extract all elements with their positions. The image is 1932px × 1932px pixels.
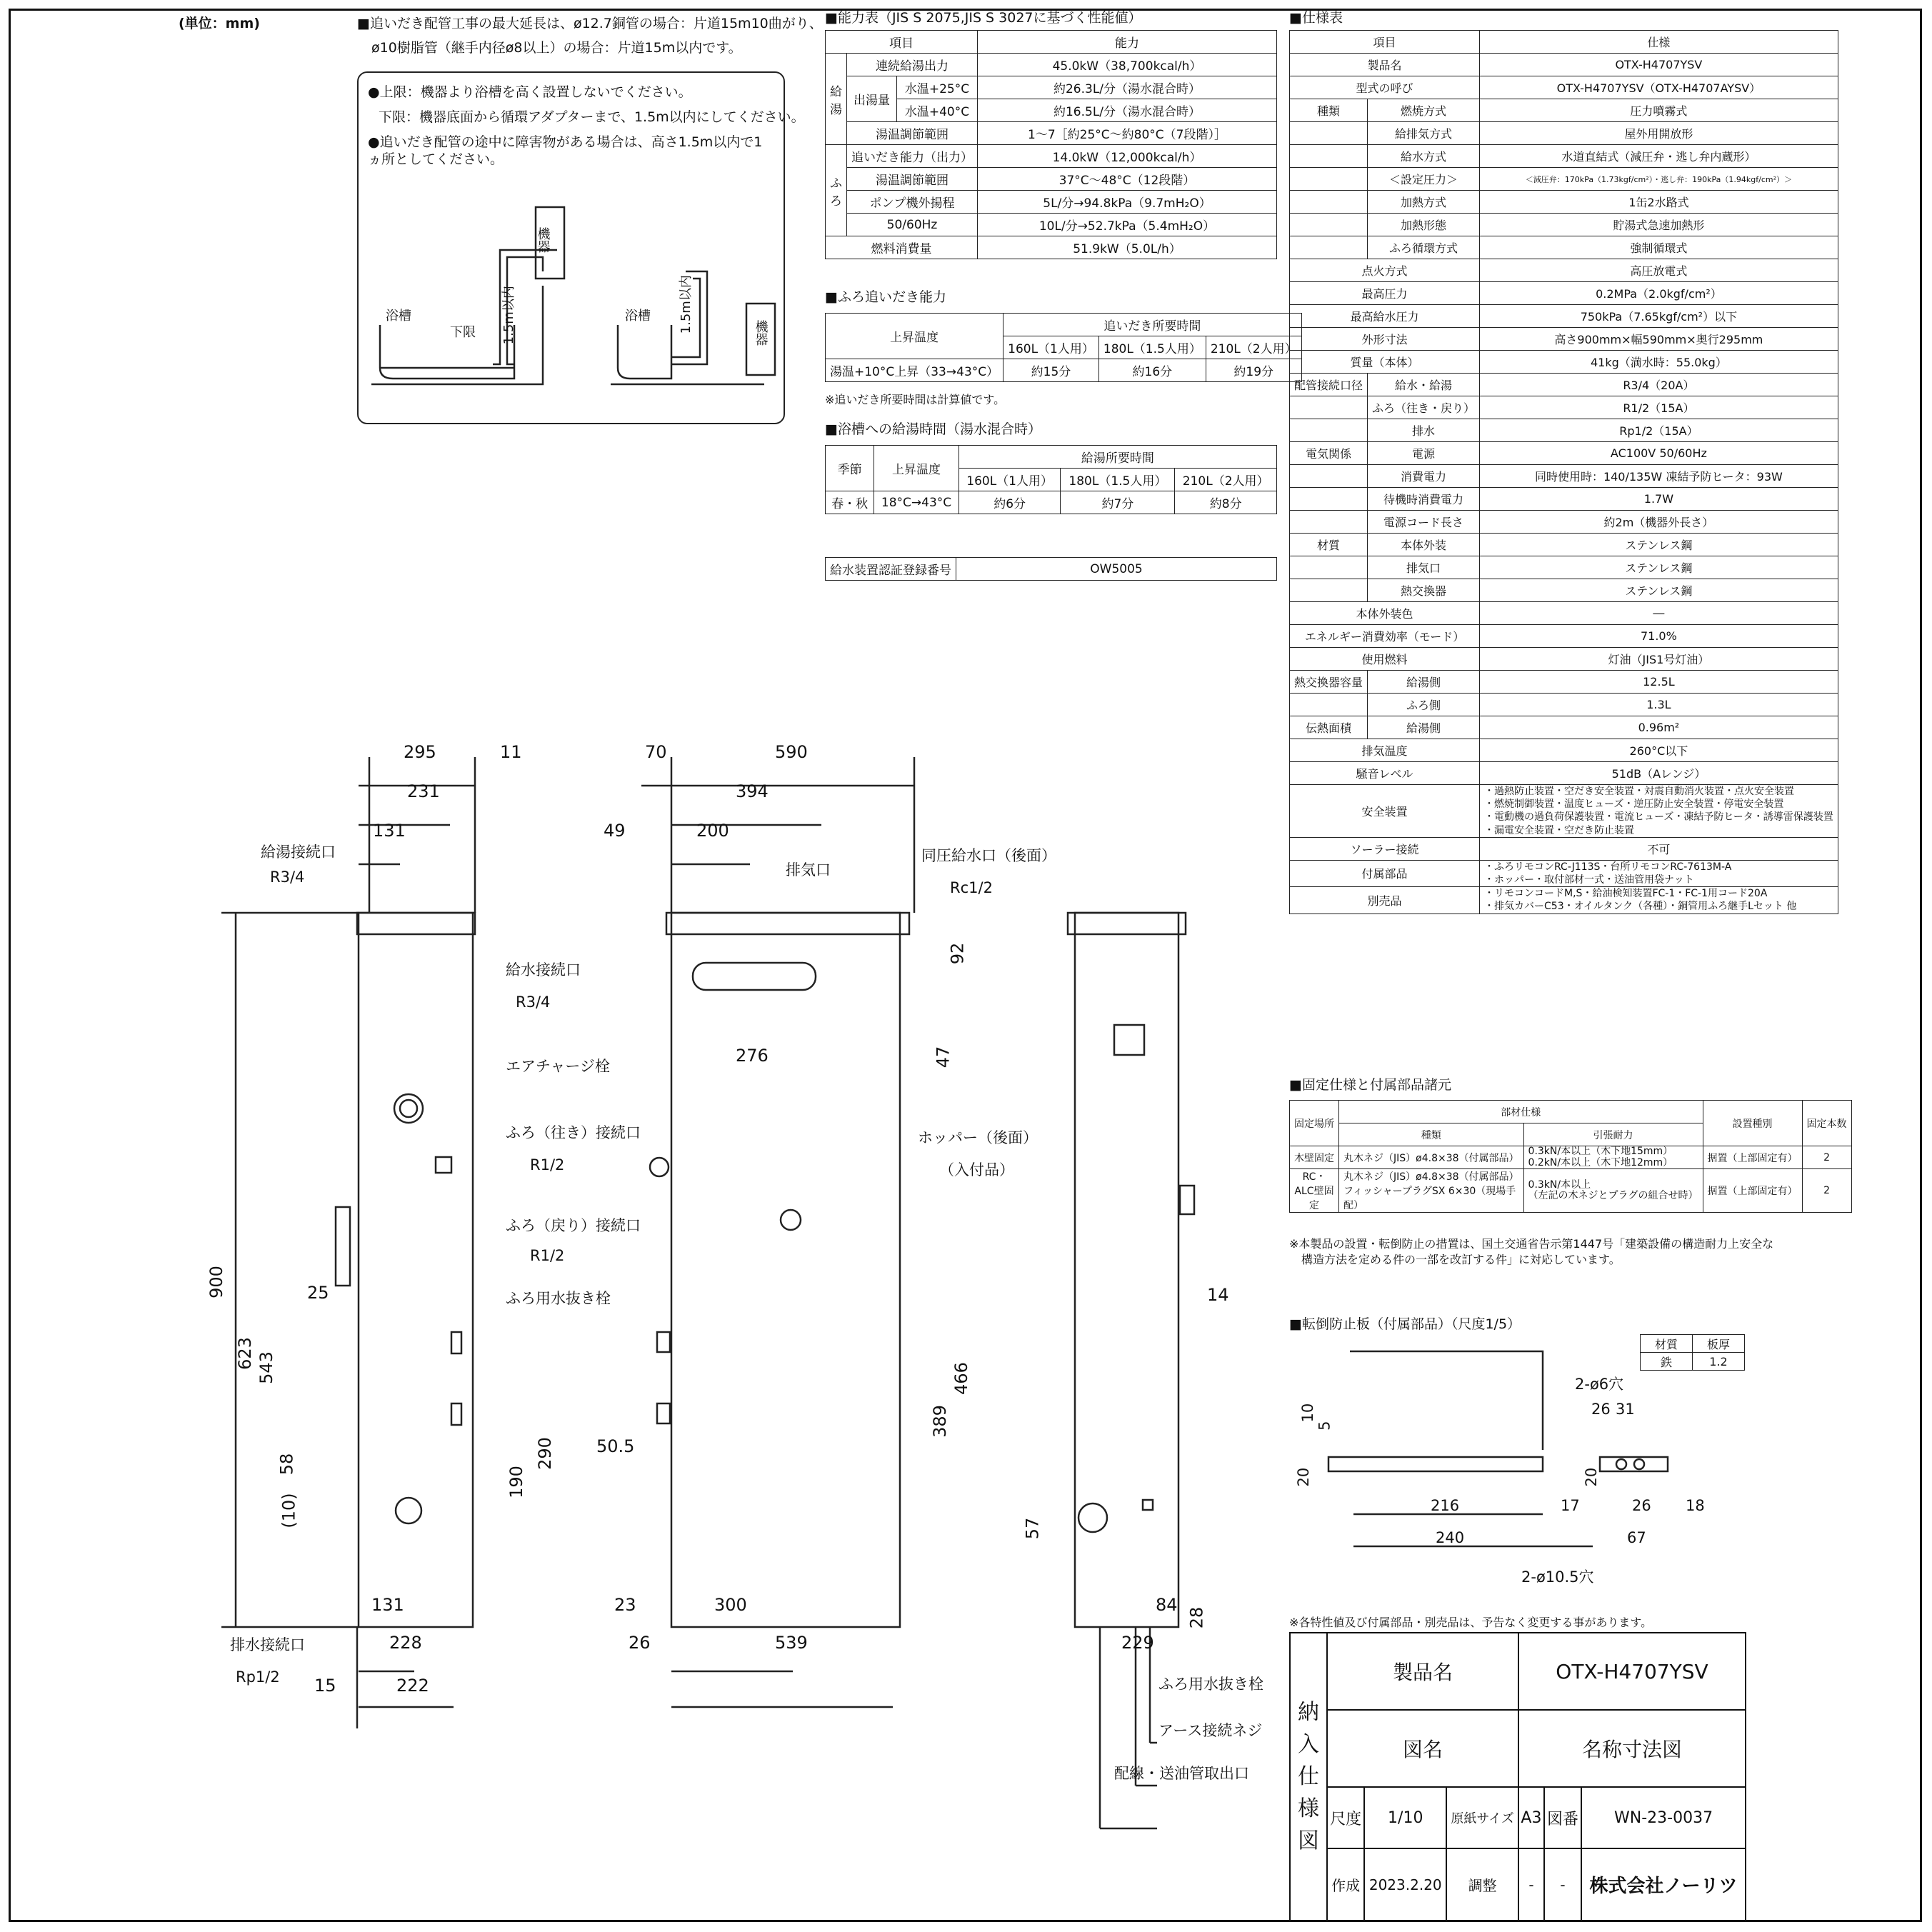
row-value: 14.0kW（12,000kcal/h） bbox=[978, 145, 1277, 168]
spec-group: 熱交換器容量 bbox=[1290, 671, 1368, 694]
cell: 据置（上部固定有） bbox=[1703, 1169, 1802, 1213]
spec-label: 本体外装色 bbox=[1290, 602, 1480, 625]
spec-value: ― bbox=[1480, 602, 1838, 625]
safety-label: 安全装置 bbox=[1290, 785, 1480, 838]
col-header: 160L（1人用） bbox=[959, 469, 1061, 491]
cert-label: 給水装置認証登録番号 bbox=[826, 558, 956, 581]
spec-value: 水道直結式（減圧弁・逃し弁内蔵形） bbox=[1480, 145, 1838, 168]
spec-group: 配管接続口径 bbox=[1290, 374, 1368, 396]
dim-228: 228 bbox=[389, 1633, 422, 1653]
cell: 約7分 bbox=[1061, 491, 1175, 514]
cell: 鉄 bbox=[1641, 1353, 1693, 1371]
col-header: 固定本数 bbox=[1802, 1101, 1851, 1146]
drain-outlet-label: 排水接続口 bbox=[230, 1636, 305, 1653]
paper-value: A3 bbox=[1518, 1787, 1544, 1848]
hot-outlet-size: R3/4 bbox=[270, 869, 305, 886]
spec-value: 1.7W bbox=[1480, 488, 1838, 511]
col-header: 項目 bbox=[1290, 31, 1480, 54]
spec-label: 最高圧力 bbox=[1290, 282, 1480, 305]
cell: 1.2 bbox=[1693, 1353, 1745, 1371]
dim-25: 25 bbox=[307, 1283, 329, 1303]
bottom-note: ※各特性値及び付属部品・別売品は、予告なく変更する事があります。 bbox=[1289, 1616, 1653, 1629]
cell: 丸木ネジ（JIS）ø4.8×38（付属部品）フィッシャープラグSX 6×30（現場手配） bbox=[1339, 1169, 1524, 1213]
dim-200: 200 bbox=[696, 821, 729, 841]
drawing-label: 図名 bbox=[1327, 1710, 1518, 1787]
dim-57: 57 bbox=[1022, 1517, 1043, 1540]
col-header: 種類 bbox=[1339, 1123, 1524, 1146]
dim-70: 70 bbox=[645, 742, 667, 762]
bath-out-size: R1/2 bbox=[530, 1156, 565, 1173]
spec-value: AC100V 50/60Hz bbox=[1480, 442, 1838, 465]
spec-value: 貯湯式急速加熱形 bbox=[1480, 214, 1838, 236]
dim-28: 28 bbox=[1186, 1606, 1207, 1629]
made-label: 作成 bbox=[1327, 1848, 1364, 1921]
spec-value: 強制循環式 bbox=[1480, 236, 1838, 259]
spec-value: 圧力噴霧式 bbox=[1480, 99, 1838, 122]
plate-hole-6: 2-ø6穴 bbox=[1575, 1376, 1624, 1393]
col-header: 180L（1.5人用） bbox=[1061, 469, 1175, 491]
no-label: 図番 bbox=[1544, 1787, 1581, 1848]
dim-623: 623 bbox=[234, 1337, 255, 1370]
side-label bbox=[1290, 1633, 1327, 1921]
spec-sublabel: 熱交換器 bbox=[1368, 579, 1480, 602]
cell: 0.2kN/本以上（木下地12mm） bbox=[1528, 1156, 1673, 1168]
adj-value-2: - bbox=[1544, 1848, 1581, 1921]
plate-dim-5: 5 bbox=[1316, 1421, 1333, 1431]
same-pressure-inlet-size: Rc1/2 bbox=[950, 879, 993, 896]
hot-outlet-label: 給湯接続口 bbox=[261, 844, 336, 861]
row-label: 追いだき能力（出力） bbox=[847, 145, 978, 168]
col-header: 180L（1.5人用） bbox=[1098, 336, 1206, 359]
spec-group: 種類 bbox=[1290, 99, 1368, 122]
spec-value: 41kg（満水時：55.0kg） bbox=[1480, 351, 1838, 374]
dim-15: 15 bbox=[314, 1676, 336, 1696]
row-label: ポンプ機外揚程 bbox=[847, 191, 978, 214]
spec-value: R3/4（20A） bbox=[1480, 374, 1838, 396]
cell: RC・ALC壁固定 bbox=[1290, 1169, 1339, 1213]
pipe-note-2: ø10樹脂管（継手内径ø8以上）の場合：片道15m以内です。 bbox=[371, 40, 742, 56]
same-pressure-inlet-label: 同圧給水口（後面） bbox=[921, 847, 1056, 864]
spec-sublabel: 給湯側 bbox=[1368, 716, 1480, 739]
row-label: 湯温+10°C上昇（33→43°C） bbox=[826, 359, 1003, 382]
spec-sublabel: 給排気方式 bbox=[1368, 122, 1480, 145]
spec-value: OTX-H4707YSV bbox=[1480, 54, 1838, 76]
col-header: 設置種別 bbox=[1703, 1101, 1802, 1146]
spec-label: エネルギー消費効率（モード） bbox=[1290, 625, 1480, 648]
spec-sublabel: ふろ循環方式 bbox=[1368, 236, 1480, 259]
col-header: 上昇温度 bbox=[826, 314, 1003, 359]
spec-label: 点火方式 bbox=[1290, 259, 1480, 282]
dim-300: 300 bbox=[714, 1595, 747, 1615]
cell: （左記の木ネジとプラグの組合せ時） bbox=[1528, 1190, 1698, 1201]
install-sketch bbox=[371, 207, 775, 384]
spec-label: 製品名 bbox=[1290, 54, 1480, 76]
pipe-note-1: ■追いだき配管工事の最大延長は、ø12.7銅管の場合：片道15m10曲がり、 bbox=[357, 16, 823, 31]
dim-84: 84 bbox=[1156, 1595, 1178, 1615]
plate-dim-67: 67 bbox=[1627, 1529, 1646, 1546]
paper-label: 原紙サイズ bbox=[1446, 1787, 1518, 1848]
unit-label: (単位：mm) bbox=[179, 16, 260, 31]
accessory-item: ・ホッパー・取付部材一式・送油管用袋ナット bbox=[1484, 874, 1694, 886]
dim-900: 900 bbox=[206, 1266, 226, 1298]
cell: 木壁固定 bbox=[1290, 1146, 1339, 1169]
spec-group: 電気関係 bbox=[1290, 442, 1368, 465]
adj-value: - bbox=[1518, 1848, 1544, 1921]
box-line-2: 下限：機器底面から循環アダプターまで、1.5m以内にしてください。 bbox=[379, 109, 805, 125]
sketch-unit-1: 機器 bbox=[535, 227, 551, 253]
spec-value: ステンレス鋼 bbox=[1480, 579, 1838, 602]
safety-item: ・電動機の過負荷保護装置・電流ヒューズ・凍結予防ヒータ・誘導雷保護装置 bbox=[1484, 811, 1833, 824]
row-label: 燃料消費量 bbox=[826, 236, 978, 259]
spec-value: 高さ900mm×幅590mm×奥行295mm bbox=[1480, 328, 1838, 351]
row-label: 連続給湯出力 bbox=[847, 54, 978, 76]
spec-sublabel: 給湯側 bbox=[1368, 671, 1480, 694]
cell: 約6分 bbox=[959, 491, 1061, 514]
row-label: 50/60Hz bbox=[847, 214, 978, 236]
row-label: 湯温調節範囲 bbox=[847, 168, 978, 191]
spec-value: 同時使用時：140/135W 凍結予防ヒータ：93W bbox=[1480, 465, 1838, 488]
no-value: WN-23-0037 bbox=[1581, 1787, 1746, 1848]
dim-539: 539 bbox=[775, 1633, 808, 1653]
col-header: 引張耐力 bbox=[1523, 1123, 1703, 1146]
dim-295: 295 bbox=[404, 742, 436, 762]
side-char: 仕 bbox=[1298, 1764, 1319, 1789]
spec-sublabel: 燃焼方式 bbox=[1368, 99, 1480, 122]
water-inlet-label: 給水接続口 bbox=[506, 961, 581, 978]
spec-value: ＜減圧弁：170kPa（1.73kgf/cm²）・逃し弁：190kPa（1.94kgf/cm²）＞ bbox=[1480, 168, 1838, 191]
cell: 0.3kN/本以上（木下地15mm） bbox=[1528, 1146, 1673, 1158]
accessory-item: ・ふろリモコンRC-J113S・台所リモコンRC-7613M-A bbox=[1484, 861, 1732, 873]
cell: 丸木ネジ（JIS）ø4.8×38（付属部品） bbox=[1339, 1146, 1524, 1169]
safety-item: ・燃焼制御装置・温度ヒューズ・逆圧防止安全装置・停電安全装置 bbox=[1484, 799, 1784, 811]
col-header: 固定場所 bbox=[1290, 1101, 1339, 1146]
spec-sublabel: ふろ側 bbox=[1368, 694, 1480, 716]
spec-value: 約2m（機器外長さ） bbox=[1480, 511, 1838, 534]
row-label: 湯温調節範囲 bbox=[847, 122, 978, 145]
product-value: OTX-H4707YSV bbox=[1518, 1633, 1746, 1710]
spec-value: 屋外用開放形 bbox=[1480, 122, 1838, 145]
drain-outlet-size: Rp1/2 bbox=[236, 1668, 280, 1686]
title-block bbox=[1289, 1632, 1746, 1921]
col-header: 仕様 bbox=[1480, 31, 1838, 54]
spec-label: 最高給水圧力 bbox=[1290, 305, 1480, 328]
col-header: 材質 bbox=[1641, 1335, 1693, 1353]
exhaust-label: 排気口 bbox=[786, 861, 831, 879]
col-header: 季節 bbox=[826, 446, 874, 491]
accessory-label: 付属部品 bbox=[1290, 860, 1480, 886]
plate-dim-26b: 26 bbox=[1632, 1497, 1651, 1514]
dim-190: 190 bbox=[506, 1466, 526, 1498]
dim-14: 14 bbox=[1207, 1285, 1229, 1305]
row-sub: 水温+40°C bbox=[897, 99, 978, 122]
row-value: 5L/分→94.8kPa（9.7mH₂O） bbox=[978, 191, 1277, 214]
fixing-title: ■固定仕様と付属部品諸元 bbox=[1289, 1077, 1451, 1093]
spec-value: OTX-H4707YSV（OTX-H4707AYSV） bbox=[1480, 76, 1838, 99]
spec-value: ステンレス鋼 bbox=[1480, 534, 1838, 556]
plate-dim-26: 26 bbox=[1591, 1401, 1611, 1418]
spec-sublabel: 加熱方式 bbox=[1368, 191, 1480, 214]
col-header: 上昇温度 bbox=[874, 446, 959, 491]
spec-value: 750kPa（7.65kgf/cm²）以下 bbox=[1480, 305, 1838, 328]
col-header: 追いだき所要時間 bbox=[1003, 314, 1301, 336]
option-item: ・リモコンコードM,S・給油検知装置FC-1・FC-1用コード20A bbox=[1484, 888, 1768, 900]
spec-sublabel: 本体外装 bbox=[1368, 534, 1480, 556]
scale-label: 尺度 bbox=[1327, 1787, 1364, 1848]
dim-466: 466 bbox=[951, 1362, 971, 1395]
cell: 春・秋 bbox=[826, 491, 874, 514]
row-value: 51.9kW（5.0L/h） bbox=[978, 236, 1277, 259]
side-char: 図 bbox=[1298, 1828, 1319, 1853]
spec-value: 1.3L bbox=[1480, 694, 1838, 716]
side-char: 入 bbox=[1298, 1732, 1319, 1757]
dim-11: 11 bbox=[500, 742, 522, 762]
row-sub: 水温+25°C bbox=[897, 76, 978, 99]
col-header: 210L（2人用） bbox=[1206, 336, 1301, 359]
spec-value: R1/2（15A） bbox=[1480, 396, 1838, 419]
spec-sublabel: 待機時消費電力 bbox=[1368, 488, 1480, 511]
option-item: ・排気カバーC53・オイルタンク（各種）・銅管用ふろ継手Lセット 他 bbox=[1484, 901, 1797, 913]
company-name: 株式会社ノーリツ bbox=[1581, 1848, 1746, 1921]
spec-value: 高圧放電式 bbox=[1480, 259, 1838, 282]
plate-hole-10-5: 2-ø10.5穴 bbox=[1521, 1568, 1594, 1586]
spec-value: Rp1/2（15A） bbox=[1480, 419, 1838, 442]
row-value: 約16.5L/分（湯水混合時） bbox=[978, 99, 1277, 122]
cell: 2 bbox=[1802, 1146, 1851, 1169]
spec-sublabel: ふろ（往き・戻り） bbox=[1368, 396, 1480, 419]
safety-item: ・漏電安全装置・空だき防止装置 bbox=[1484, 824, 1635, 836]
dim-389: 389 bbox=[929, 1405, 950, 1438]
col-header: 160L（1人用） bbox=[1003, 336, 1099, 359]
spec-value: 0.2MPa（2.0kgf/cm²） bbox=[1480, 282, 1838, 305]
plate-title: ■転倒防止板（付属部品）（尺度1/5） bbox=[1289, 1316, 1521, 1332]
spec-value: 灯油（JIS1号灯油） bbox=[1480, 648, 1838, 671]
option-label: 別売品 bbox=[1290, 887, 1480, 914]
row-value: 約26.3L/分（湯水混合時） bbox=[978, 76, 1277, 99]
dim-394: 394 bbox=[736, 781, 769, 801]
spec-sublabel: 電源コード長さ bbox=[1368, 511, 1480, 534]
plate-dim-20b: 20 bbox=[1583, 1467, 1601, 1487]
cell: 約8分 bbox=[1175, 491, 1277, 514]
spec-value: 260°C以下 bbox=[1480, 739, 1838, 762]
bath-return-size: R1/2 bbox=[530, 1247, 565, 1264]
col-header: 210L（2人用） bbox=[1175, 469, 1277, 491]
spec-value: ステンレス鋼 bbox=[1480, 556, 1838, 579]
sketch-h2: 1.5m以内 bbox=[678, 275, 694, 334]
hopper-label: ホッパー（後面） bbox=[918, 1129, 1038, 1146]
col-header: 給湯所要時間 bbox=[959, 446, 1276, 469]
front-view bbox=[221, 757, 475, 1728]
dim-222: 222 bbox=[396, 1676, 429, 1696]
spec-sublabel: 排気口 bbox=[1368, 556, 1480, 579]
group-label: ふろ bbox=[826, 145, 847, 236]
cell: 0.3kN/本以上 bbox=[1528, 1178, 1591, 1191]
fixing-note-1: ※本製品の設置・転倒防止の措置は、国土交通省告示第1447号「建築設備の構造耐力上安全な bbox=[1289, 1237, 1774, 1251]
spec-value: 1缶2水路式 bbox=[1480, 191, 1838, 214]
spec-group: 伝熱面積 bbox=[1290, 716, 1368, 739]
plate-dim-31: 31 bbox=[1616, 1401, 1635, 1418]
spec-label: 騒音レベル bbox=[1290, 762, 1480, 785]
product-label: 製品名 bbox=[1327, 1633, 1518, 1710]
bath-return-label: ふろ（戻り）接続口 bbox=[506, 1217, 641, 1234]
spec-title: ■仕様表 bbox=[1289, 10, 1343, 26]
safety-item: ・過熱防止装置・空だき安全装置・対震自動消火装置・点火安全装置 bbox=[1484, 786, 1795, 797]
plate-dim-216: 216 bbox=[1431, 1497, 1460, 1514]
dim-131b: 131 bbox=[371, 1595, 404, 1615]
plate-dim-240: 240 bbox=[1436, 1529, 1465, 1546]
dim-49: 49 bbox=[604, 821, 626, 841]
cell: 据置（上部固定有） bbox=[1703, 1146, 1802, 1169]
group-label: 給湯 bbox=[826, 54, 847, 145]
dim-290: 290 bbox=[534, 1437, 555, 1470]
dim-58: 58 bbox=[276, 1453, 297, 1476]
spec-value: 71.0% bbox=[1480, 625, 1838, 648]
spec-sublabel: 排水 bbox=[1368, 419, 1480, 442]
reheat-title: ■ふろ追いだき能力 bbox=[825, 289, 946, 305]
sketch-h1: 1.5m以内 bbox=[501, 286, 516, 345]
cert-value: OW5005 bbox=[956, 558, 1277, 581]
spec-sublabel: 電源 bbox=[1368, 442, 1480, 465]
bath-drain-label: ふろ用水抜き栓 bbox=[506, 1290, 611, 1307]
spec-label: 型式の呼び bbox=[1290, 76, 1480, 99]
cell: 約16分 bbox=[1098, 359, 1206, 382]
adj-label: 調整 bbox=[1446, 1848, 1518, 1921]
spec-label: 使用燃料 bbox=[1290, 648, 1480, 671]
made-date: 2023.2.20 bbox=[1364, 1848, 1446, 1921]
dim-231: 231 bbox=[407, 781, 440, 801]
fixing-note-2: 構造方法を定める件の一部を改訂する件」に対応しています。 bbox=[1301, 1253, 1621, 1266]
col-header: 能力 bbox=[978, 31, 1277, 54]
dim-229: 229 bbox=[1121, 1633, 1154, 1653]
dim-131: 131 bbox=[373, 821, 406, 841]
filltime-title: ■浴槽への給湯時間（湯水混合時） bbox=[825, 421, 1041, 437]
dim-276: 276 bbox=[736, 1046, 769, 1066]
plate-dim-18: 18 bbox=[1686, 1497, 1705, 1514]
spec-group: 材質 bbox=[1290, 534, 1368, 556]
cell: 2 bbox=[1802, 1169, 1851, 1213]
row-value: 10L/分→52.7kPa（5.4mH₂O） bbox=[978, 214, 1277, 236]
sketch-unit-2: 機器 bbox=[753, 320, 769, 346]
spec-value: 12.5L bbox=[1480, 671, 1838, 694]
plate-dim-10: 10 bbox=[1299, 1403, 1317, 1423]
bath-out-label: ふろ（往き）接続口 bbox=[506, 1124, 641, 1141]
spec-value: 0.96m² bbox=[1480, 716, 1838, 739]
scale-value: 1/10 bbox=[1364, 1787, 1446, 1848]
spec-sublabel: 給水・給湯 bbox=[1368, 374, 1480, 396]
dim-92: 92 bbox=[947, 942, 968, 965]
spec-label: 排気温度 bbox=[1290, 739, 1480, 762]
dim-50-5: 50.5 bbox=[596, 1436, 635, 1456]
spec-label: 外形寸法 bbox=[1290, 328, 1480, 351]
reheat-note: ※追いだき所要時間は計算値です。 bbox=[825, 393, 1006, 406]
box-line-1: ●上限：機器より浴槽を高く設置しないでください。 bbox=[368, 84, 692, 100]
side-char: 様 bbox=[1298, 1796, 1319, 1821]
spec-sublabel: 加熱形態 bbox=[1368, 214, 1480, 236]
cell: 約19分 bbox=[1206, 359, 1301, 382]
spec-sublabel: ＜設定圧力＞ bbox=[1368, 168, 1480, 191]
side-view bbox=[641, 757, 914, 1707]
row-label: 出湯量 bbox=[847, 76, 897, 122]
dim-47: 47 bbox=[933, 1046, 954, 1068]
plate-dim-17: 17 bbox=[1561, 1497, 1580, 1514]
rear-drain-label: ふろ用水抜き栓 bbox=[1158, 1676, 1263, 1693]
dim-10: (10) bbox=[279, 1493, 299, 1528]
dim-26: 26 bbox=[629, 1633, 651, 1653]
spec-sublabel: 給水方式 bbox=[1368, 145, 1480, 168]
solar-value: 不可 bbox=[1480, 837, 1838, 860]
wiring-outlet-label: 配線・送油管取出口 bbox=[1114, 1765, 1249, 1782]
col-header: 部材仕様 bbox=[1339, 1101, 1703, 1123]
solar-label: ソーラー接続 bbox=[1290, 837, 1480, 860]
dim-543: 543 bbox=[256, 1351, 276, 1384]
spec-value: 51dB（Aレンジ） bbox=[1480, 762, 1838, 785]
cell: 18°C→43°C bbox=[874, 491, 959, 514]
capacity-title: ■能力表（JIS S 2075,JIS S 3027に基づく性能値） bbox=[825, 10, 1142, 26]
row-value: 1～7［約25°C～約80°C（7段階）］ bbox=[978, 122, 1277, 145]
water-inlet-size: R3/4 bbox=[516, 993, 551, 1011]
hopper-note: （入付品） bbox=[939, 1161, 1014, 1178]
sketch-lower: 下限 bbox=[450, 325, 476, 340]
box-line-3: ●追いだき配管の途中に障害物がある場合は、高さ1.5m以内で1ヵ所としてください。 bbox=[368, 134, 763, 167]
plate-dim-20a: 20 bbox=[1295, 1467, 1313, 1487]
dim-590: 590 bbox=[775, 742, 808, 762]
drawing-value: 名称寸法図 bbox=[1518, 1710, 1746, 1787]
side-char: 納 bbox=[1298, 1700, 1319, 1725]
col-header: 項目 bbox=[826, 31, 978, 54]
sketch-tub-1: 浴槽 bbox=[386, 309, 411, 324]
col-header: 板厚 bbox=[1693, 1335, 1745, 1353]
row-value: 45.0kW（38,700kcal/h） bbox=[978, 54, 1277, 76]
sketch-tub-2: 浴槽 bbox=[625, 309, 651, 324]
cell: 約15分 bbox=[1003, 359, 1099, 382]
air-plug-label: エアチャージ栓 bbox=[506, 1058, 610, 1075]
earth-screw-label: アース接続ネジ bbox=[1158, 1722, 1263, 1739]
row-value: 37°C～48°C（12段階） bbox=[978, 168, 1277, 191]
spec-sublabel: 消費電力 bbox=[1368, 465, 1480, 488]
dim-23: 23 bbox=[614, 1595, 636, 1615]
spec-label: 質量（本体） bbox=[1290, 351, 1480, 374]
